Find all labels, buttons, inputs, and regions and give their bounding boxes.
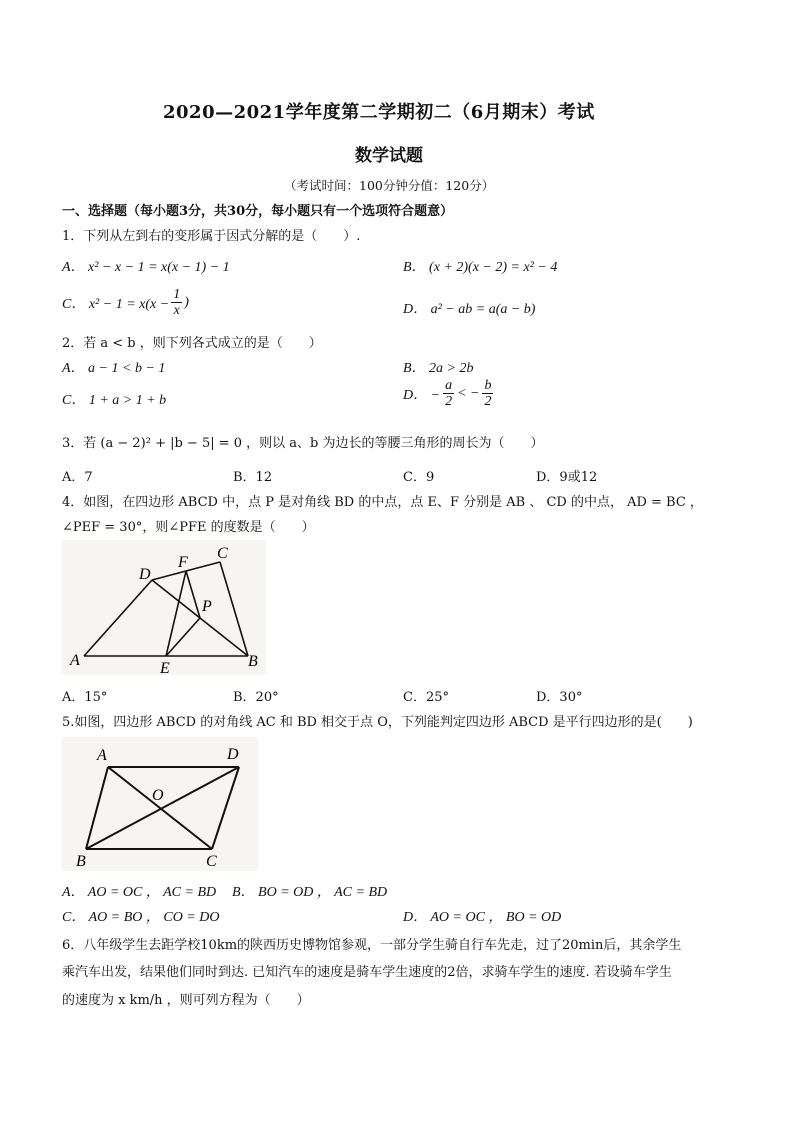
q4-option-b: B．20° [233, 690, 279, 705]
q1-option-c-fraction [171, 287, 182, 318]
label-a: A [70, 652, 80, 669]
q1-option-c [62, 287, 189, 318]
q6-line3: 的速度为 x km/h ，则可列方程为（ ） [62, 993, 310, 1008]
segment-ab [86, 767, 108, 849]
label-p: P [202, 598, 212, 615]
q3-option-a: A．7 [62, 470, 93, 485]
segment-ef [166, 571, 186, 656]
q2-option-d-mid: < − [457, 385, 480, 401]
q4-stem-line1: 4．如图，在四边形 ABCD 中，点 P 是对角线 BD 的中点，点 E、F 分别是 AB 、 CD 的中点， AD = BC ， [62, 495, 703, 510]
label-d: D [227, 746, 239, 763]
fraction-numerator: a [445, 378, 453, 393]
label-b: B [76, 853, 86, 870]
fraction-denominator: 2 [484, 394, 492, 409]
q5-option-a: A． AO = OC ， AC = BD [62, 885, 217, 900]
label-c: C [217, 545, 228, 562]
q6-line2: 乘汽车出发，结果他们同时到达. 已知汽车的速度是骑车学生速度的2倍，求骑车学生的速度. 若设骑车学生 [62, 965, 672, 980]
exam-info: （考试时间：100分钟分值：120分） [284, 178, 495, 193]
label-e: E [160, 660, 170, 675]
segment-ad [84, 580, 152, 656]
label-a: A [97, 747, 107, 764]
q2-option-c: C． 1 + a > 1 + b [62, 393, 167, 408]
fraction-denominator: 2 [445, 394, 453, 409]
q4-option-d: D．30° [536, 690, 583, 705]
q2-option-a: A． a − 1 < b − 1 [62, 361, 166, 376]
q4-figure [62, 540, 266, 675]
segment-fp [186, 571, 200, 618]
label-b: B [248, 653, 258, 670]
q5-parallelogram-diagram [62, 737, 258, 871]
q1-option-d: D． a² − ab = a(a − b) [403, 302, 536, 317]
q5-option-b: B． BO = OD ， AC = BD [232, 885, 388, 900]
q5-option-c: C． AO = BO ， CO = DO [62, 910, 220, 925]
q3-option-c: C．9 [403, 470, 435, 485]
fraction-denominator: x [173, 303, 180, 318]
label-c: C [206, 853, 217, 870]
label-o: O [152, 787, 164, 804]
q4-stem-line2: ∠PEF = 30°，则∠PFE 的度数是（ ） [62, 520, 315, 535]
q1-option-b: B． (x + 2)(x − 2) = x² − 4 [403, 260, 558, 275]
segment-cb [220, 562, 248, 656]
q5-stem: 5.如图，四边形 ABCD 的对角线 AC 和 BD 相交于点 O，下列能判定四边形 ABCD 是平行四边形的是( ) [62, 715, 693, 730]
exam-subtitle: 数学试题 [355, 146, 423, 166]
label-f: F [178, 554, 188, 571]
q4-option-c: C．25° [403, 690, 449, 705]
fraction-numerator: 1 [173, 287, 181, 302]
q5-option-d: D． AO = OC ， BO = OD [403, 910, 562, 925]
q1-option-c-suffix: ) [184, 294, 189, 310]
q4-quadrilateral-diagram [62, 540, 266, 675]
q6-line1: 6．八年级学生去距学校10km的陕西历史博物馆参观，一部分学生骑自行车先走，过了20min后，其余学生 [62, 938, 682, 953]
q2-stem: 2．若 a < b ，则下列各式成立的是（ ） [62, 336, 322, 351]
q4-option-a: A．15° [62, 690, 108, 705]
segment-ac [108, 767, 212, 849]
q3-option-d: D．9或12 [536, 470, 598, 485]
label-d: D [139, 566, 151, 583]
fraction-numerator: b [484, 378, 492, 393]
q3-option-b: B．12 [233, 470, 273, 485]
section-heading: 一、选择题（每小题3分，共30分，每小题只有一个选项符合题意） [62, 204, 454, 219]
q2-option-d-prefix: D． − [403, 387, 441, 403]
q2-option-d [403, 378, 496, 409]
q5-figure [62, 737, 258, 871]
exam-title: 2020—2021学年度第二学期初二（6月期末）考试 [163, 102, 595, 123]
q2-option-d-fraction1 [443, 378, 454, 409]
q2-option-d-fraction2 [482, 378, 493, 409]
q2-option-b: B． 2a > 2b [403, 361, 474, 376]
q1-option-c-prefix: C． x² − 1 = x(x − [62, 296, 170, 312]
q1-stem: 1．下列从左到右的变形属于因式分解的是（ ）. [62, 229, 361, 244]
q1-option-a: A． x² − x − 1 = x(x − 1) − 1 [62, 260, 230, 275]
q3-stem: 3．若 (a − 2)² + |b − 5| = 0 ，则以 a、b 为边长的等腰三角形的周长为（ ） [62, 436, 544, 451]
